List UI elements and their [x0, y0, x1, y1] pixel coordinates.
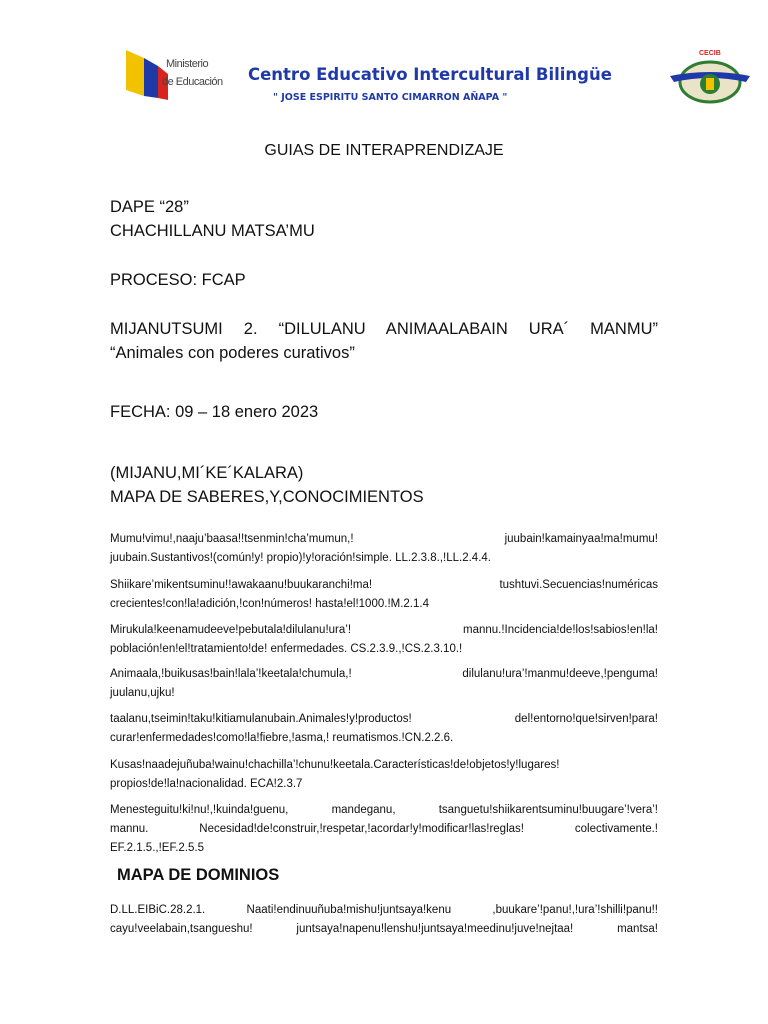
saber-item-2 — [110, 576, 658, 614]
school-subtitle: " JOSE ESPIRITU SANTO CIMARRON AÑAPA " — [273, 92, 508, 103]
saber-item-5-line-2: curar!enfermedades!como!la!fiebre,!asma,! reumatismos.!CN.2.2.6. — [110, 732, 454, 744]
mijanu-heading: (MIJANU,MI´KE´KALARA) — [110, 464, 304, 482]
saber-item-4 — [110, 665, 658, 703]
logo-text-educacion: de Educación — [162, 76, 223, 88]
saber-item-1 — [110, 530, 658, 568]
mapa-saberes-heading: MAPA DE SABERES,Y,CONOCIMIENTOS — [110, 488, 424, 506]
saber-item-1-line-2: juubain.Sustantivos!(común!y! propio)!y!oración!simple. LL.2.3.8.,!LL.2.4.4. — [110, 552, 491, 564]
saber-item-2-line-2: crecientes!con!la!adición,!con!números! hasta!el!1000.!M.2.1.4 — [110, 598, 429, 610]
saber-item-7-line-2: mannu. Necesidad!de!construir,!respetar,!acordar!y!modificar!las!reglas! colectivamente.! — [110, 823, 658, 835]
unit-name: CHACHILLANU MATSA’MU — [110, 222, 315, 240]
saber-item-6-line-2: propios!de!la!nacionalidad. ECA!2.3.7 — [110, 778, 303, 790]
fecha-line: FECHA: 09 – 18 enero 2023 — [110, 403, 319, 421]
saber-item-2-line-1: Shiikare’mikentsuminu!!awakaanu!buukaranchi!ma! tushtuvi.Secuencias!numéricas — [110, 579, 658, 591]
saber-item-3 — [110, 621, 658, 659]
saber-item-3-line-1: Mirukula!keenamudeeve!pebutala!dilulanu!ura’! mannu.!Incidencia!de!los!sabios!en!la! — [110, 624, 658, 636]
dominio-item-line-2: cayu!veelabain,tsangueshu! juntsaya!napenu!lenshu!juntsaya!meedinu!juve!nejtaa! mantsa! — [110, 923, 658, 935]
mijanutsumi-title: MIJANUTSUMI 2. “DILULANU ANIMAALABAIN URA´ MANMU” — [110, 320, 658, 338]
saber-item-7-line-1: Menesteguitu!ki!nu!,!kuinda!guenu, mandeganu, tsanguetu!shiikarentsuminu!buugare’!vera’! — [110, 804, 658, 816]
proceso-line: PROCESO: FCAP — [110, 271, 246, 289]
logo-text-ministerio: Ministerio — [166, 58, 209, 70]
cecib-text: CECIB — [699, 50, 721, 57]
ministerio-educacion-logo — [124, 46, 224, 106]
dominio-item-line-1: D.LL.EIBiC.28.2.1. Naati!endinuuñuba!mishu!juntsaya!kenu ,buukare’!panu!,!ura’!shilli!panu!! — [110, 904, 658, 916]
dominio-item — [110, 901, 658, 939]
saber-item-5-line-1: taalanu,tseimin!taku!kitiamulanubain.Animales!y!productos! del!entorno!que!sirven!para! — [110, 713, 658, 725]
saber-item-7 — [110, 801, 658, 858]
document-title: GUIAS DE INTERAPRENDIZAJE — [264, 142, 504, 159]
unit-subtitle: “Animales con poderes curativos” — [110, 344, 355, 362]
saber-item-7-line-3: EF.2.1.5.,!EF.2.5.5 — [110, 842, 204, 854]
mapa-dominios-heading: MAPA DE DOMINIOS — [117, 866, 280, 884]
school-name: Centro Educativo Intercultural Bilingüe — [248, 65, 612, 84]
saber-item-3-line-2: población!en!el!tratamiento!de! enfermedades. CS.2.3.9.,!CS.2.3.10.! — [110, 643, 463, 655]
saber-item-4-line-2: juulanu,ujku! — [110, 687, 175, 699]
saber-item-4-line-1: Animaala,!buikusas!bain!lala’!keetala!chumula,! dilulanu!ura’!manmu!deeve,!penguma! — [110, 668, 658, 680]
saber-item-6 — [110, 756, 658, 794]
dape-line: DAPE “28” — [110, 198, 189, 216]
saber-item-6-line-1: Kusas!naadejuñuba!wainu!chachilla’!chunu!keetala.Características!de!objetos!y!lugares! — [110, 759, 560, 771]
cecib-emblem-logo — [666, 50, 754, 106]
saber-item-1-line-1: Mumu!vimu!,naaju’baasa!!tsenmin!cha’mumun,! juubain!kamainyaa!ma!mumu! — [110, 533, 658, 545]
page-header — [0, 0, 768, 120]
saber-item-5 — [110, 710, 658, 748]
